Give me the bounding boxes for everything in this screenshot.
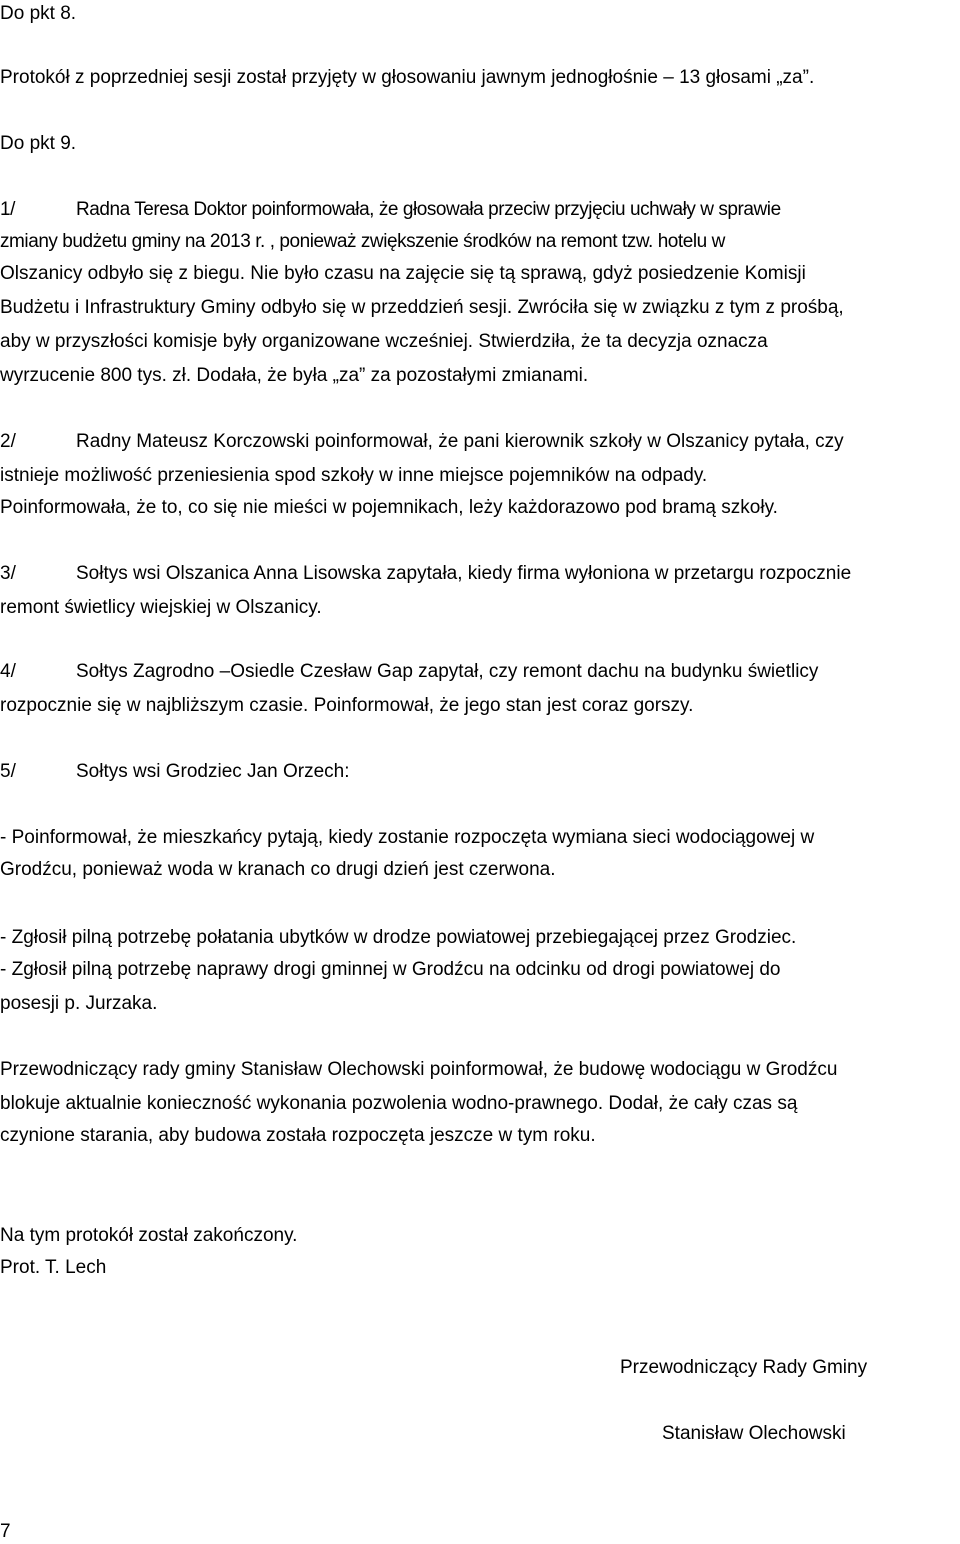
- chairman-statement-line: blokuje aktualnie konieczność wykonania pozwolenia wodno-prawnego. Dodał, że cały czas są: [0, 1093, 798, 1114]
- item5-number: 5/: [0, 761, 16, 782]
- item2-number: 2/: [0, 431, 16, 452]
- item2-line: Poinformowała, że to, co się nie mieści w pojemnikach, leży każdorazowo pod bramą szkoły.: [0, 497, 778, 518]
- pkt8-text: Protokół z poprzedniej sesji został przyjęty w głosowaniu jawnym jednogłośnie – 13 głosami „za”.: [0, 67, 815, 88]
- item1-line: wyrzucenie 800 tys. zł. Dodała, że była „za” za pozostałymi zmianami.: [0, 365, 589, 386]
- item5-bullet: - Poinformował, że mieszkańcy pytają, kiedy zostanie rozpoczęta wymiana sieci wodociągowej w: [0, 827, 815, 848]
- item3-line: remont świetlicy wiejskiej w Olszanicy.: [0, 597, 322, 618]
- item2-line: istnieje możliwość przeniesienia spod szkoły w inne miejsce pojemników na odpady.: [0, 465, 708, 486]
- signature-name: Stanisław Olechowski: [662, 1423, 846, 1444]
- item5-bullet-continuation: Grodźcu, ponieważ woda w kranach co drugi dzień jest czerwona.: [0, 859, 556, 880]
- pkt8-heading: Do pkt 8.: [0, 3, 77, 24]
- item5-title: Sołtys wsi Grodziec Jan Orzech:: [76, 761, 350, 782]
- item1-line: Olszanicy odbyło się z biegu. Nie było czasu na zajęcie się tą sprawą, gdyż posiedzenie Komisji: [0, 263, 806, 284]
- item4-number: 4/: [0, 661, 16, 682]
- chairman-statement-line: czynione starania, aby budowa została rozpoczęta jeszcze w tym roku.: [0, 1125, 596, 1146]
- page-number: 7: [0, 1521, 11, 1542]
- item5-bullet: - Zgłosił pilną potrzebę naprawy drogi gminnej w Grodźcu na odcinku od drogi powiatowej do: [0, 959, 781, 980]
- pkt9-heading: Do pkt 9.: [0, 133, 77, 154]
- item4-first-line: [0, 660, 818, 684]
- item5-bullet-continuation: posesji p. Jurzaka.: [0, 993, 158, 1014]
- closing-text: Na tym protokół został zakończony.: [0, 1225, 298, 1246]
- item3-first-line: [0, 562, 851, 586]
- item1-line: zmiany budżetu gminy na 2013 r. , ponieważ zwiększenie środków na remont tzw. hotelu w: [0, 231, 725, 252]
- item3-number: 3/: [0, 563, 16, 584]
- item1-line: aby w przyszłości komisje były organizowane wcześniej. Stwierdziła, że ta decyzja oznacza: [0, 331, 768, 352]
- item4-line: rozpocznie się w najbliższym czasie. Poinformował, że jego stan jest coraz gorszy.: [0, 695, 694, 716]
- signature-title: Przewodniczący Rady Gminy: [620, 1357, 868, 1378]
- item5-heading: [0, 760, 349, 784]
- item1-text: Radna Teresa Doktor poinformowała, że głosowała przeciw przyjęciu uchwały w sprawie: [76, 199, 781, 220]
- item1-line: Budżetu i Infrastruktury Gminy odbyło się w przeddzień sesji. Zwróciła się w związku z tym z prośbą,: [0, 297, 844, 318]
- item4-text: Sołtys Zagrodno –Osiedle Czesław Gap zapytał, czy remont dachu na budynku świetlicy: [76, 661, 819, 682]
- item2-text: Radny Mateusz Korczowski poinformował, że pani kierownik szkoły w Olszanicy pytała, czy: [76, 431, 844, 452]
- item1-first-line: [0, 198, 781, 222]
- item3-text: Sołtys wsi Olszanica Anna Lisowska zapytała, kiedy firma wyłoniona w przetargu rozpocznie: [76, 563, 852, 584]
- item2-first-line: [0, 430, 844, 454]
- recorder: Prot. T. Lech: [0, 1257, 107, 1278]
- item1-number: 1/: [0, 199, 15, 220]
- chairman-statement-line: Przewodniczący rady gminy Stanisław Olechowski poinformował, że budowę wodociągu w Grodźcu: [0, 1059, 838, 1080]
- item5-bullet: - Zgłosił pilną potrzebę połatania ubytków w drodze powiatowej przebiegającej przez Grodziec.: [0, 927, 797, 948]
